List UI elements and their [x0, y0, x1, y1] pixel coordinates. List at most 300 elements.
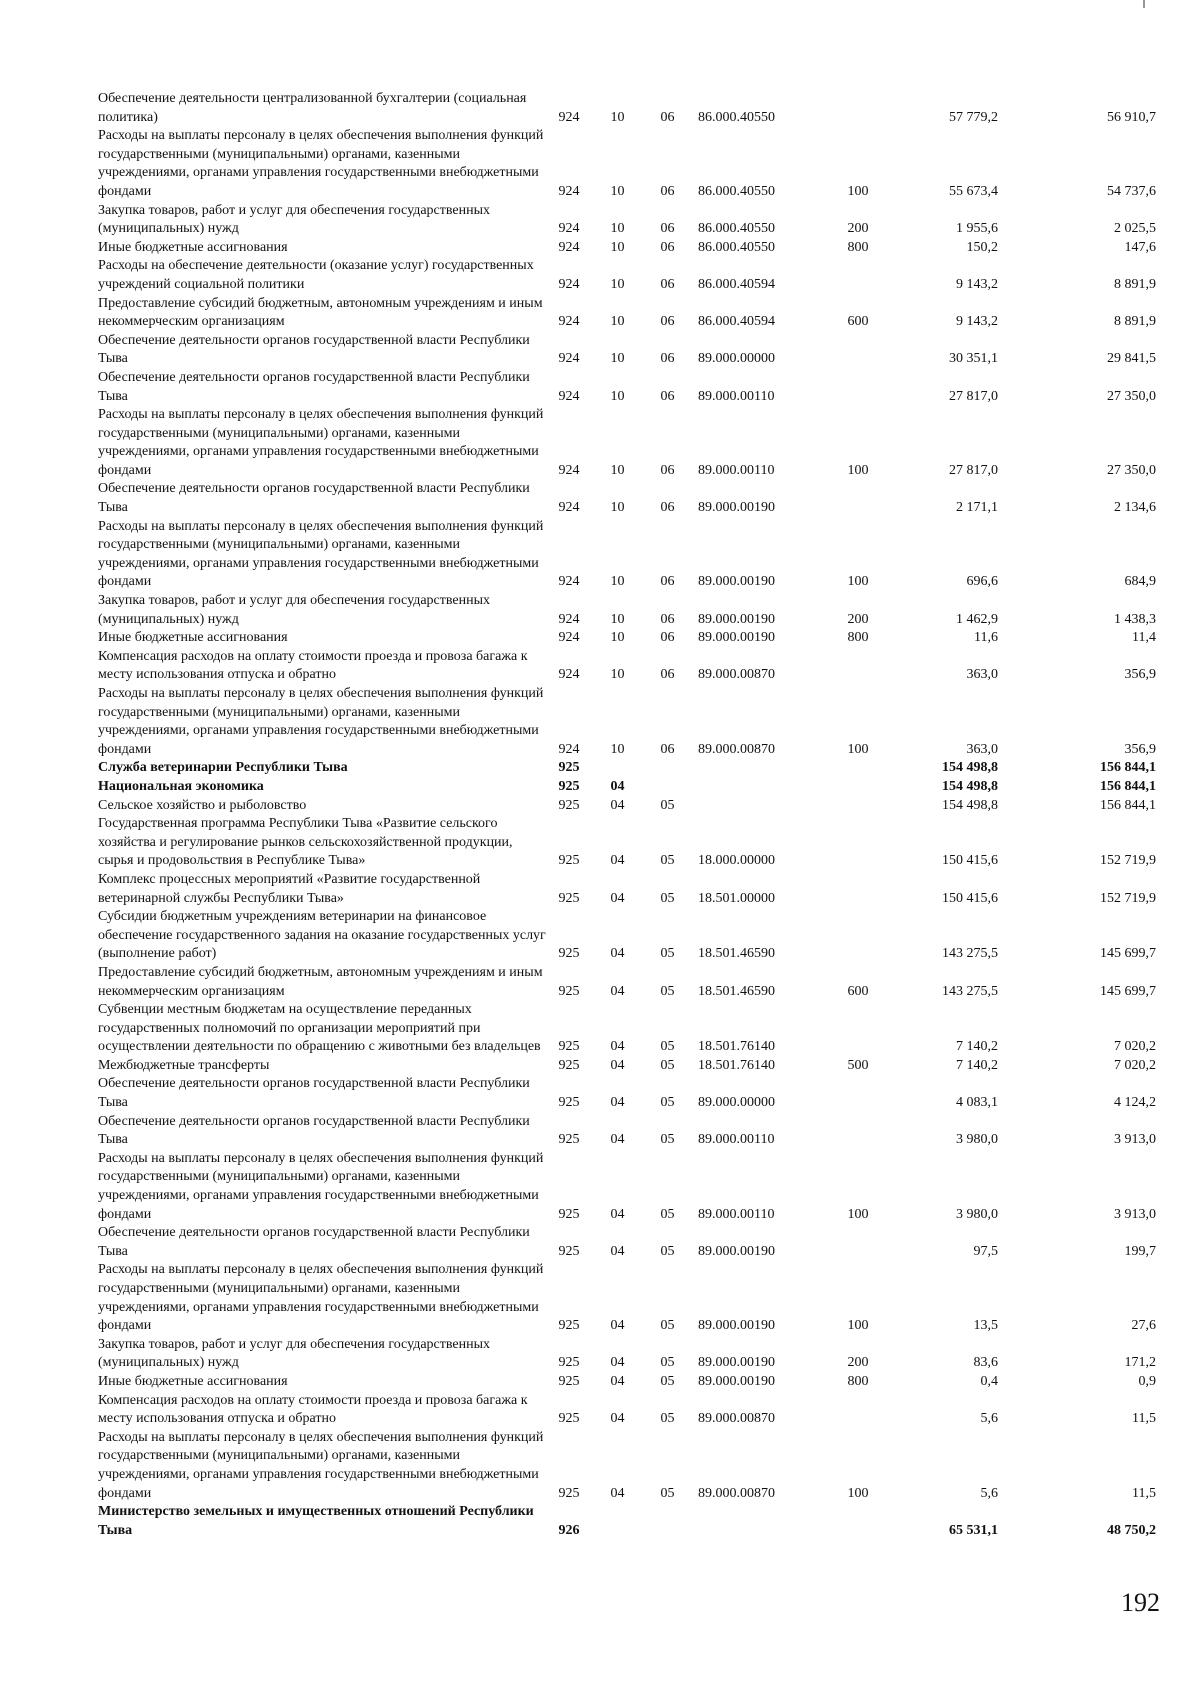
- row-expense-type: [838, 369, 878, 406]
- row-amount-year2: 147,6: [1124, 239, 1156, 255]
- row-section-code: 10: [610, 462, 625, 478]
- row-target-article: 89.000.00190: [698, 1355, 775, 1371]
- table-row: [98, 1057, 1170, 1076]
- row-amount-year2: 356,9: [1124, 741, 1156, 757]
- row-amount-year2: 145 699,7: [1100, 946, 1156, 962]
- row-name: Государственная программа Республики Тыва «Развитие сельского хозяйства и регулирование рынков сельскохозяйственной продукции, сырья и продовольствия в Республике Тыва»: [98, 816, 513, 869]
- row-section-code: 04: [610, 946, 625, 962]
- row-amount-year1: 57 779,2: [949, 109, 998, 125]
- row-section-code: 04: [610, 1132, 625, 1148]
- row-amount-year1: 7 140,2: [956, 1039, 998, 1055]
- row-name: Обеспечение деятельности органов государственной власти Республики Тыва: [98, 369, 530, 404]
- row-grbs-code: 924: [558, 462, 580, 478]
- table-row: [98, 480, 1170, 517]
- row-grbs-code: 925: [558, 890, 580, 906]
- row-name: Министерство земельных и имущественных отношений Республики Тыва: [98, 1504, 534, 1538]
- row-target-article: 89.000.00000: [698, 351, 775, 367]
- row-amount-year1: 5,6: [980, 1485, 998, 1501]
- row-expense-type: [838, 778, 878, 797]
- table-row: [98, 1150, 1170, 1224]
- table-row: [98, 685, 1170, 759]
- scan-mark: [1143, 0, 1145, 8]
- row-section-code: 04: [610, 1095, 625, 1111]
- row-subsection-code: 06: [660, 314, 675, 330]
- table-row: [98, 1113, 1170, 1150]
- row-subsection-code: 06: [660, 276, 675, 292]
- row-expense-type: [838, 871, 878, 908]
- row-amount-year2: 0,9: [1138, 1373, 1156, 1389]
- table-row: [98, 815, 1170, 871]
- row-name: Обеспечение деятельности органов государственной власти Республики Тыва: [98, 481, 530, 516]
- row-target-article: 86.000.40594: [698, 276, 775, 292]
- budget-table-body: [98, 90, 1170, 1540]
- row-grbs-code: 924: [558, 667, 580, 683]
- row-subsection-code: 05: [660, 1039, 675, 1055]
- row-name: Предоставление субсидий бюджетным, автономным учреждениям и иным некоммерческим организациям: [98, 964, 543, 999]
- row-amount-year2: 27 350,0: [1107, 388, 1156, 404]
- row-grbs-code: 924: [558, 741, 580, 757]
- row-target-article: 89.000.00190: [698, 1243, 775, 1259]
- table-row: [98, 1001, 1170, 1057]
- row-expense-type: [838, 480, 878, 517]
- row-amount-year2: 2 025,5: [1114, 221, 1156, 237]
- row-expense-type: 800: [847, 1373, 869, 1389]
- row-target-article: 86.000.40594: [698, 314, 775, 330]
- row-section-code: 10: [610, 388, 625, 404]
- row-amount-year2: 152 719,9: [1100, 890, 1156, 906]
- row-amount-year2: 156 844,1: [1100, 778, 1156, 794]
- row-amount-year1: 154 498,8: [942, 778, 998, 794]
- row-section-code: 04: [610, 1039, 625, 1055]
- row-expense-type: 500: [847, 1057, 869, 1073]
- row-amount-year1: 3 980,0: [956, 1132, 998, 1148]
- row-subsection-code: 05: [660, 1411, 675, 1427]
- row-grbs-code: 925: [558, 1373, 580, 1389]
- row-target-article: 89.000.00110: [698, 462, 775, 478]
- table-row: [98, 648, 1170, 685]
- row-amount-year2: 11,4: [1132, 630, 1156, 646]
- row-target-article: 89.000.00870: [698, 667, 775, 683]
- row-section-code: 04: [610, 1355, 625, 1371]
- table-row: [98, 332, 1170, 369]
- row-grbs-code: 924: [558, 388, 580, 404]
- row-section-code: 10: [610, 741, 625, 757]
- row-target-article: 18.501.00000: [698, 890, 775, 906]
- row-subsection-code: 05: [660, 983, 675, 999]
- row-name: Служба ветеринарии Республики Тыва: [98, 760, 348, 776]
- row-amount-year2: 7 020,2: [1114, 1039, 1156, 1055]
- row-section-code: 10: [610, 183, 625, 199]
- table-row: [98, 871, 1170, 908]
- row-amount-year2: 2 134,6: [1114, 500, 1156, 516]
- row-amount-year1: 11,6: [974, 630, 998, 646]
- row-expense-type: 200: [847, 1355, 869, 1371]
- row-expense-type: 800: [847, 239, 869, 255]
- row-subsection-code: 06: [660, 500, 675, 516]
- row-grbs-code: 925: [558, 778, 580, 794]
- page-number: 192: [1121, 1588, 1160, 1617]
- row-section-code: 04: [610, 1057, 625, 1073]
- table-row: [98, 1503, 1170, 1540]
- row-amount-year2: 3 913,0: [1114, 1206, 1156, 1222]
- table-row: [98, 1373, 1170, 1392]
- row-expense-type: [838, 90, 878, 127]
- row-name: Расходы на выплаты персоналу в целях обеспечения выполнения функций государственными (муниципальными) органами, казенными учреждениями, органами управления государственными внебюджетными фондами: [98, 518, 544, 590]
- row-section-code: [590, 759, 645, 778]
- row-name: Межбюджетные трансферты: [98, 1057, 270, 1073]
- row-expense-type: [838, 1001, 878, 1057]
- row-grbs-code: 925: [558, 797, 580, 813]
- row-subsection-code: 06: [660, 388, 675, 404]
- row-target-article: 89.000.00870: [698, 741, 775, 757]
- row-expense-type: 100: [847, 462, 869, 478]
- row-name: Иные бюджетные ассигнования: [98, 630, 288, 646]
- row-name: Расходы на выплаты персоналу в целях обеспечения выполнения функций государственными (муниципальными) органами, казенными учреждениями, органами управления государственными внебюджетными фондами: [98, 1429, 544, 1501]
- row-expense-type: [838, 797, 878, 816]
- row-section-code: 10: [610, 109, 625, 125]
- row-amount-year1: 13,5: [973, 1318, 998, 1334]
- row-amount-year1: 0,4: [980, 1373, 998, 1389]
- row-subsection-code: 06: [660, 462, 675, 478]
- row-amount-year2: 27,6: [1131, 1318, 1156, 1334]
- row-target-article: 89.000.00190: [698, 630, 775, 646]
- row-subsection-code: [645, 1503, 690, 1540]
- row-subsection-code: 05: [660, 1243, 675, 1259]
- table-row: [98, 592, 1170, 629]
- row-amount-year1: 27 817,0: [949, 462, 998, 478]
- row-name: Обеспечение деятельности органов государственной власти Республики Тыва: [98, 1225, 530, 1259]
- row-expense-type: [838, 1075, 878, 1112]
- row-grbs-code: 925: [558, 760, 580, 776]
- row-subsection-code: 05: [660, 1318, 675, 1334]
- row-amount-year1: 150 415,6: [942, 853, 998, 869]
- row-amount-year1: 154 498,8: [942, 797, 998, 813]
- row-name: Компенсация расходов на оплату стоимости проезда и провоза багажа к месту использования отпуска и обратно: [98, 648, 528, 683]
- row-grbs-code: 924: [558, 276, 580, 292]
- row-subsection-code: 06: [660, 239, 675, 255]
- row-name: Субсидии бюджетным учреждениям ветеринарии на финансовое обеспечение государственного задания на оказание государственных услуг (выполнение работ): [98, 909, 546, 962]
- row-subsection-code: 06: [660, 183, 675, 199]
- row-grbs-code: 925: [558, 1039, 580, 1055]
- row-amount-year1: 5,6: [980, 1411, 998, 1427]
- row-expense-type: [838, 1224, 878, 1261]
- row-amount-year1: 3 980,0: [956, 1206, 998, 1222]
- row-expense-type: 800: [847, 630, 869, 646]
- row-name: Закупка товаров, работ и услуг для обеспечения государственных (муниципальных) нужд: [98, 593, 491, 627]
- row-section-code: [590, 1503, 645, 1540]
- row-grbs-code: 925: [558, 983, 580, 999]
- row-section-code: 10: [610, 630, 625, 646]
- row-name: Закупка товаров, работ и услуг для обеспечения государственных (муниципальных) нужд: [98, 1336, 491, 1371]
- row-section-code: 04: [610, 1373, 625, 1389]
- row-grbs-code: 924: [558, 239, 580, 255]
- row-name: Обеспечение деятельности органов государственной власти Республики Тыва: [98, 1076, 530, 1111]
- row-target-article: 86.000.40550: [698, 221, 775, 237]
- row-amount-year1: 150 415,6: [942, 890, 998, 906]
- row-section-code: 10: [610, 667, 625, 683]
- row-subsection-code: 05: [660, 1373, 675, 1389]
- row-target-article: 18.501.76140: [698, 1057, 775, 1073]
- row-subsection-code: 06: [660, 630, 675, 646]
- row-name: Обеспечение деятельности централизованной бухгалтерии (социальная политика): [98, 91, 527, 125]
- row-expense-type: 600: [847, 314, 869, 330]
- row-amount-year2: 152 719,9: [1100, 853, 1156, 869]
- row-amount-year1: 154 498,8: [942, 760, 998, 776]
- row-section-code: 10: [610, 239, 625, 255]
- row-amount-year2: 199,7: [1124, 1243, 1156, 1259]
- row-amount-year2: 54 737,6: [1107, 183, 1156, 199]
- row-section-code: 04: [610, 1243, 625, 1259]
- row-name: Расходы на выплаты персоналу в целях обеспечения выполнения функций государственными (муниципальными) органами, казенными учреждениями, органами управления государственными внебюджетными фондами: [98, 128, 544, 199]
- row-grbs-code: 925: [558, 946, 580, 962]
- row-expense-type: 100: [847, 1485, 869, 1501]
- row-amount-year2: 4 124,2: [1114, 1095, 1156, 1111]
- row-section-code: 04: [610, 1411, 625, 1427]
- row-subsection-code: 06: [660, 741, 675, 757]
- row-grbs-code: 924: [558, 351, 580, 367]
- row-amount-year1: 30 351,1: [949, 351, 998, 367]
- row-amount-year1: 83,6: [973, 1355, 998, 1371]
- row-name: Иные бюджетные ассигнования: [98, 1373, 288, 1389]
- row-amount-year1: 363,0: [966, 667, 998, 683]
- row-name: Обеспечение деятельности органов государственной власти Республики Тыва: [98, 332, 530, 367]
- row-amount-year1: 9 143,2: [956, 314, 998, 330]
- row-section-code: 04: [610, 778, 625, 794]
- row-expense-type: 100: [847, 741, 869, 757]
- table-row: [98, 1224, 1170, 1261]
- row-amount-year1: 696,6: [966, 574, 998, 590]
- row-amount-year2: 8 891,9: [1114, 314, 1156, 330]
- row-subsection-code: 05: [660, 797, 675, 813]
- row-name: Расходы на выплаты персоналу в целях обеспечения выполнения функций государственными (муниципальными) органами, казенными учреждениями, органами управления государственными внебюджетными фондами: [98, 1262, 544, 1334]
- row-target-article: 18.501.76140: [698, 1039, 775, 1055]
- row-expense-type: 200: [847, 611, 869, 627]
- row-name: Обеспечение деятельности органов государственной власти Республики Тыва: [98, 1113, 530, 1148]
- row-target-article: 18.501.46590: [698, 946, 775, 962]
- row-section-code: 10: [610, 221, 625, 237]
- row-amount-year2: 171,2: [1124, 1355, 1156, 1371]
- row-grbs-code: 925: [558, 1057, 580, 1073]
- row-grbs-code: 924: [558, 611, 580, 627]
- row-target-article: 89.000.00190: [698, 574, 775, 590]
- row-amount-year2: 156 844,1: [1100, 797, 1156, 813]
- row-amount-year2: 7 020,2: [1114, 1057, 1156, 1073]
- row-grbs-code: 924: [558, 574, 580, 590]
- table-row: [98, 1429, 1170, 1503]
- table-row: [98, 797, 1170, 816]
- row-section-code: 04: [610, 1206, 625, 1222]
- row-section-code: 04: [610, 890, 625, 906]
- row-subsection-code: 05: [660, 1485, 675, 1501]
- row-amount-year1: 363,0: [966, 741, 998, 757]
- row-target-article: 89.000.00110: [698, 388, 775, 404]
- row-grbs-code: 924: [558, 183, 580, 199]
- row-subsection-code: 05: [660, 1355, 675, 1371]
- row-amount-year1: 1 462,9: [956, 611, 998, 627]
- row-amount-year2: 145 699,7: [1100, 983, 1156, 999]
- row-section-code: 04: [610, 1485, 625, 1501]
- row-expense-type: [838, 648, 878, 685]
- row-amount-year1: 1 955,6: [956, 221, 998, 237]
- row-expense-type: 200: [847, 221, 869, 237]
- table-row: [98, 1392, 1170, 1429]
- row-grbs-code: 924: [558, 314, 580, 330]
- table-row: [98, 202, 1170, 239]
- row-grbs-code: 925: [558, 1318, 580, 1334]
- row-target-article: [690, 797, 838, 816]
- row-target-article: 18.000.00000: [698, 853, 775, 869]
- row-expense-type: [838, 1392, 878, 1429]
- row-subsection-code: 05: [660, 890, 675, 906]
- row-amount-year2: 8 891,9: [1114, 276, 1156, 292]
- row-amount-year2: 27 350,0: [1107, 462, 1156, 478]
- row-amount-year2: 56 910,7: [1107, 109, 1156, 125]
- row-expense-type: 100: [847, 1318, 869, 1334]
- row-amount-year1: 143 275,5: [942, 946, 998, 962]
- row-section-code: 10: [610, 351, 625, 367]
- row-expense-type: [838, 759, 878, 778]
- row-expense-type: [838, 1503, 878, 1540]
- row-target-article: 89.000.00190: [698, 1373, 775, 1389]
- row-target-article: 89.000.00190: [698, 500, 775, 516]
- row-target-article: 18.501.46590: [698, 983, 775, 999]
- row-amount-year1: 97,5: [973, 1243, 998, 1259]
- row-amount-year1: 7 140,2: [956, 1057, 998, 1073]
- row-section-code: 10: [610, 611, 625, 627]
- row-grbs-code: 925: [558, 1411, 580, 1427]
- row-subsection-code: 06: [660, 574, 675, 590]
- row-subsection-code: 05: [660, 1095, 675, 1111]
- row-target-article: 89.000.00190: [698, 611, 775, 627]
- row-expense-type: [838, 908, 878, 964]
- row-grbs-code: 924: [558, 500, 580, 516]
- row-amount-year2: 29 841,5: [1107, 351, 1156, 367]
- row-name: Национальная экономика: [98, 778, 264, 794]
- table-row: [98, 759, 1170, 778]
- row-section-code: 10: [610, 314, 625, 330]
- row-section-code: 10: [610, 500, 625, 516]
- row-subsection-code: 06: [660, 667, 675, 683]
- row-subsection-code: 06: [660, 611, 675, 627]
- row-amount-year2: 11,5: [1132, 1485, 1156, 1501]
- row-name: Предоставление субсидий бюджетным, автономным учреждениям и иным некоммерческим организациям: [98, 295, 543, 330]
- row-target-article: 86.000.40550: [698, 183, 775, 199]
- row-target-article: 89.000.00870: [698, 1411, 775, 1427]
- row-amount-year2: 3 913,0: [1114, 1132, 1156, 1148]
- row-grbs-code: 926: [558, 1522, 580, 1538]
- row-target-article: 89.000.00190: [698, 1318, 775, 1334]
- row-grbs-code: 925: [558, 1485, 580, 1501]
- row-grbs-code: 925: [558, 1206, 580, 1222]
- row-amount-year2: 48 750,2: [1107, 1522, 1156, 1538]
- row-target-article: 86.000.40550: [698, 239, 775, 255]
- table-row: [98, 369, 1170, 406]
- row-expense-type: [838, 257, 878, 294]
- row-subsection-code: [645, 778, 690, 797]
- row-expense-type: 600: [847, 983, 869, 999]
- row-expense-type: [838, 815, 878, 871]
- row-grbs-code: 924: [558, 221, 580, 237]
- row-target-article: 89.000.00870: [698, 1485, 775, 1501]
- row-target-article: [690, 778, 838, 797]
- row-name: Иные бюджетные ассигнования: [98, 239, 288, 255]
- row-section-code: 04: [610, 1318, 625, 1334]
- row-amount-year1: 2 171,1: [956, 500, 998, 516]
- budget-table: [98, 90, 1170, 1540]
- row-target-article: 89.000.00110: [698, 1206, 775, 1222]
- row-name: Сельское хозяйство и рыболовство: [98, 797, 307, 813]
- row-section-code: 04: [610, 983, 625, 999]
- row-grbs-code: 925: [558, 1095, 580, 1111]
- table-row: [98, 295, 1170, 332]
- row-grbs-code: 924: [558, 630, 580, 646]
- table-row: [98, 1075, 1170, 1112]
- row-target-article: [690, 1503, 838, 1540]
- row-name: Расходы на выплаты персоналу в целях обеспечения выполнения функций государственными (муниципальными) органами, казенными учреждениями, органами управления государственными внебюджетными фондами: [98, 1150, 544, 1222]
- row-subsection-code: 06: [660, 109, 675, 125]
- row-amount-year1: 4 083,1: [956, 1095, 998, 1111]
- row-name: Компенсация расходов на оплату стоимости проезда и провоза багажа к месту использования отпуска и обратно: [98, 1392, 528, 1427]
- table-row: [98, 1261, 1170, 1335]
- row-subsection-code: 06: [660, 221, 675, 237]
- row-amount-year1: 143 275,5: [942, 983, 998, 999]
- row-grbs-code: 924: [558, 109, 580, 125]
- table-row: [98, 964, 1170, 1001]
- row-section-code: 10: [610, 276, 625, 292]
- table-row: [98, 127, 1170, 201]
- row-subsection-code: 06: [660, 351, 675, 367]
- table-row: [98, 1336, 1170, 1373]
- row-subsection-code: 05: [660, 1057, 675, 1073]
- row-amount-year2: 356,9: [1124, 667, 1156, 683]
- row-section-code: 10: [610, 574, 625, 590]
- table-row: [98, 629, 1170, 648]
- row-subsection-code: [645, 759, 690, 778]
- row-target-article: 89.000.00000: [698, 1095, 775, 1111]
- row-amount-year1: 27 817,0: [949, 388, 998, 404]
- row-grbs-code: 925: [558, 1132, 580, 1148]
- row-name: Расходы на выплаты персоналу в целях обеспечения выполнения функций государственными (муниципальными) органами, казенными учреждениями, органами управления государственными внебюджетными фондами: [98, 686, 544, 757]
- row-name: Комплекс процессных мероприятий «Развитие государственной ветеринарной службы Республики Тыва»: [98, 871, 481, 906]
- row-expense-type: 100: [847, 183, 869, 199]
- row-expense-type: 100: [847, 574, 869, 590]
- row-name: Расходы на обеспечение деятельности (оказание услуг) государственных учреждений социальной политики: [98, 258, 534, 292]
- row-amount-year1: 55 673,4: [949, 183, 998, 199]
- table-row: [98, 908, 1170, 964]
- table-row: [98, 257, 1170, 294]
- row-amount-year1: 65 531,1: [949, 1522, 998, 1538]
- table-row: [98, 239, 1170, 258]
- table-row: [98, 90, 1170, 127]
- row-name: Субвенции местным бюджетам на осуществление переданных государственных полномочий по организации мероприятий при осуществлении деятельности по обращению с животными без владельцев: [98, 1002, 541, 1055]
- row-amount-year1: 9 143,2: [956, 276, 998, 292]
- row-amount-year2: 156 844,1: [1100, 760, 1156, 776]
- row-subsection-code: 05: [660, 1132, 675, 1148]
- row-section-code: 04: [610, 853, 625, 869]
- row-amount-year2: 684,9: [1124, 574, 1156, 590]
- row-grbs-code: 925: [558, 1243, 580, 1259]
- table-row: [98, 518, 1170, 592]
- row-subsection-code: 05: [660, 946, 675, 962]
- table-row: [98, 778, 1170, 797]
- row-subsection-code: 05: [660, 1206, 675, 1222]
- row-target-article: [690, 759, 838, 778]
- table-row: [98, 406, 1170, 480]
- row-name: Закупка товаров, работ и услуг для обеспечения государственных (муниципальных) нужд: [98, 202, 491, 237]
- row-section-code: 04: [610, 797, 625, 813]
- row-target-article: 89.000.00110: [698, 1132, 775, 1148]
- row-amount-year2: 1 438,3: [1114, 611, 1156, 627]
